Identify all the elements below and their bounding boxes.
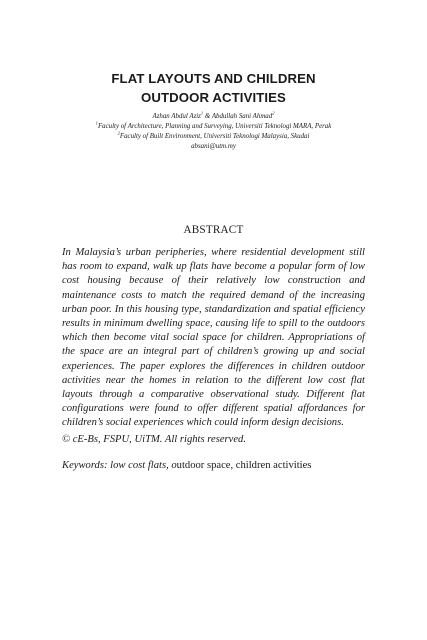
- paper-title: [0, 69, 427, 107]
- keywords-plain: utdoor space, children activities: [176, 460, 312, 471]
- affiliation-1-mark: 1: [95, 120, 98, 126]
- affiliation-2: [0, 132, 427, 142]
- author-2-affil-mark: 2: [272, 110, 275, 116]
- author-1-affil-mark: 1: [200, 110, 204, 116]
- affiliation-1-text: Faculty of Architecture, Planning and Surveying, Universiti Teknologi MARA, Perak: [97, 123, 332, 130]
- title-line-1: FLAT LAYOUTS AND CHILDREN: [111, 71, 316, 86]
- author-block: [0, 112, 427, 152]
- keywords-italic: Keywords: low cost flats, o: [62, 460, 177, 471]
- author-email: absani@utm.my: [191, 143, 236, 150]
- abstract-heading: ABSTRACT: [183, 224, 244, 236]
- author-1: Azhan Abdul Aziz: [152, 113, 201, 120]
- abstract-body: In Malaysia’s urban peripheries, where residential development still has room to expand, walk up flats have become a popular form of low cost housing because of their relatively low construction and maintenance costs to match the required demand of the increasing urban poor. In this housing type, standardization and spatial efficiency results in minimum dwelling space, causing life to spill to the outdoors which then become vital social space for children. Appropriations of the space are an integral part of children’s growing up and social experiences. The paper explores the differences in children outdoor activities near the homes in relation to the different low cost flat layouts through a comparative observational study. Different flat configurations were found to offer different spatial affordances for children’s social experiences which could inform design decisions.: [62, 247, 365, 429]
- affiliation-2-mark: 2: [117, 130, 120, 136]
- title-line-2: OUTDOOR ACTIVITIES: [141, 90, 286, 105]
- copyright-notice: © cE-Bs, FSPU, UiTM. All rights reserved.: [62, 434, 246, 445]
- affiliation-1: [0, 122, 427, 132]
- affiliation-2-text: Faculty of Built Environment, Universiti Teknologi Malaysia, Skudai: [119, 133, 310, 140]
- keywords-line: [62, 459, 311, 473]
- author-names: [0, 112, 427, 122]
- author-2: & Abdullah Sani Ahmad: [203, 113, 273, 120]
